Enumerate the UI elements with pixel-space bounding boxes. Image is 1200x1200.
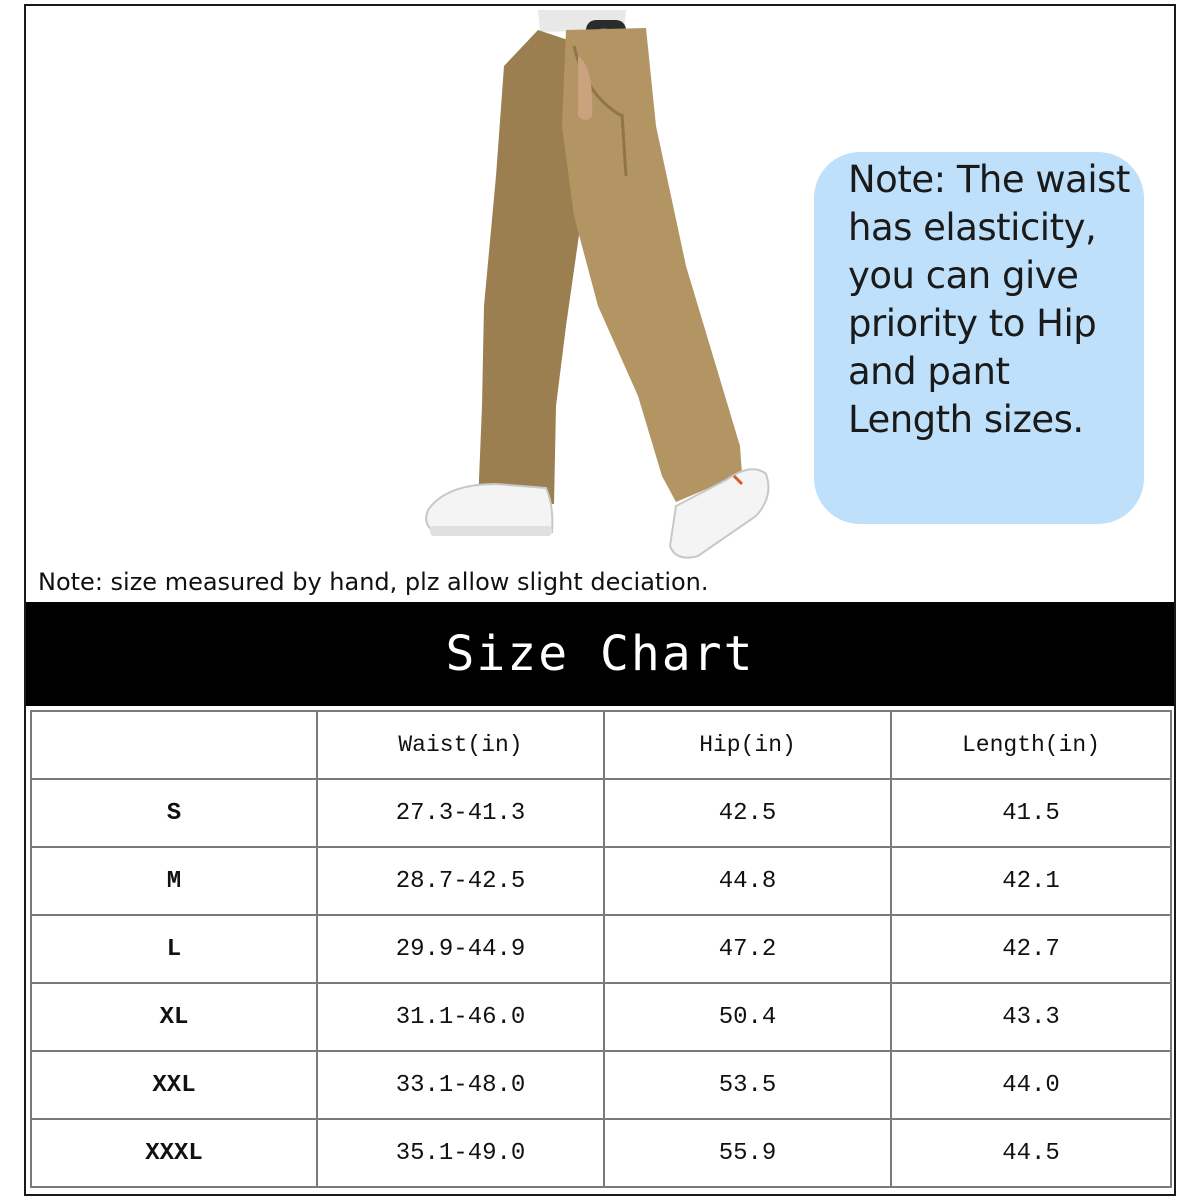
size-cell: XXL [31, 1051, 317, 1119]
waist-cell: 27.3-41.3 [317, 779, 604, 847]
waist-cell: 33.1-48.0 [317, 1051, 604, 1119]
table-row [31, 983, 1171, 1051]
length-cell: 42.1 [891, 847, 1171, 915]
back-sneaker-icon [426, 484, 552, 532]
hip-cell: 53.5 [604, 1051, 891, 1119]
header-size [31, 711, 317, 779]
header-hip: Hip(in) [604, 711, 891, 779]
measurement-disclaimer: Note: size measured by hand, plz allow slight deciation. [38, 568, 709, 596]
hip-cell: 55.9 [604, 1119, 891, 1187]
length-cell: 44.5 [891, 1119, 1171, 1187]
size-cell: XXXL [31, 1119, 317, 1187]
size-cell: XL [31, 983, 317, 1051]
elastic-waist-note [848, 156, 1158, 444]
hip-cell: 42.5 [604, 779, 891, 847]
size-chart-frame [24, 4, 1176, 1196]
length-cell: 41.5 [891, 779, 1171, 847]
hip-cell: 44.8 [604, 847, 891, 915]
bubble-line: Length sizes. [848, 398, 1084, 441]
header-length: Length(in) [891, 711, 1171, 779]
page-title: Size Chart [445, 626, 755, 682]
table-row [31, 915, 1171, 983]
bubble-line: Note: The waist [848, 158, 1130, 201]
header-waist: Waist(in) [317, 711, 604, 779]
hip-cell: 50.4 [604, 983, 891, 1051]
bubble-line: you can give [848, 254, 1079, 297]
table-row [31, 779, 1171, 847]
waist-cell: 29.9-44.9 [317, 915, 604, 983]
waist-cell: 35.1-49.0 [317, 1119, 604, 1187]
waist-cell: 28.7-42.5 [317, 847, 604, 915]
bubble-line: priority to Hip [848, 302, 1097, 345]
size-chart-title-bar [26, 602, 1174, 706]
hip-cell: 47.2 [604, 915, 891, 983]
bubble-line: and pant [848, 350, 1010, 393]
size-cell: L [31, 915, 317, 983]
table-row [31, 1119, 1171, 1187]
size-table [30, 710, 1172, 1188]
khaki-pants-illustration [26, 6, 806, 566]
size-cell: S [31, 779, 317, 847]
length-cell: 42.7 [891, 915, 1171, 983]
table-row [31, 847, 1171, 915]
table-row [31, 1051, 1171, 1119]
waist-cell: 31.1-46.0 [317, 983, 604, 1051]
bubble-line: has elasticity, [848, 206, 1097, 249]
length-cell: 43.3 [891, 983, 1171, 1051]
size-cell: M [31, 847, 317, 915]
table-header-row [31, 711, 1171, 779]
back-sneaker-sole [430, 526, 552, 536]
length-cell: 44.0 [891, 1051, 1171, 1119]
